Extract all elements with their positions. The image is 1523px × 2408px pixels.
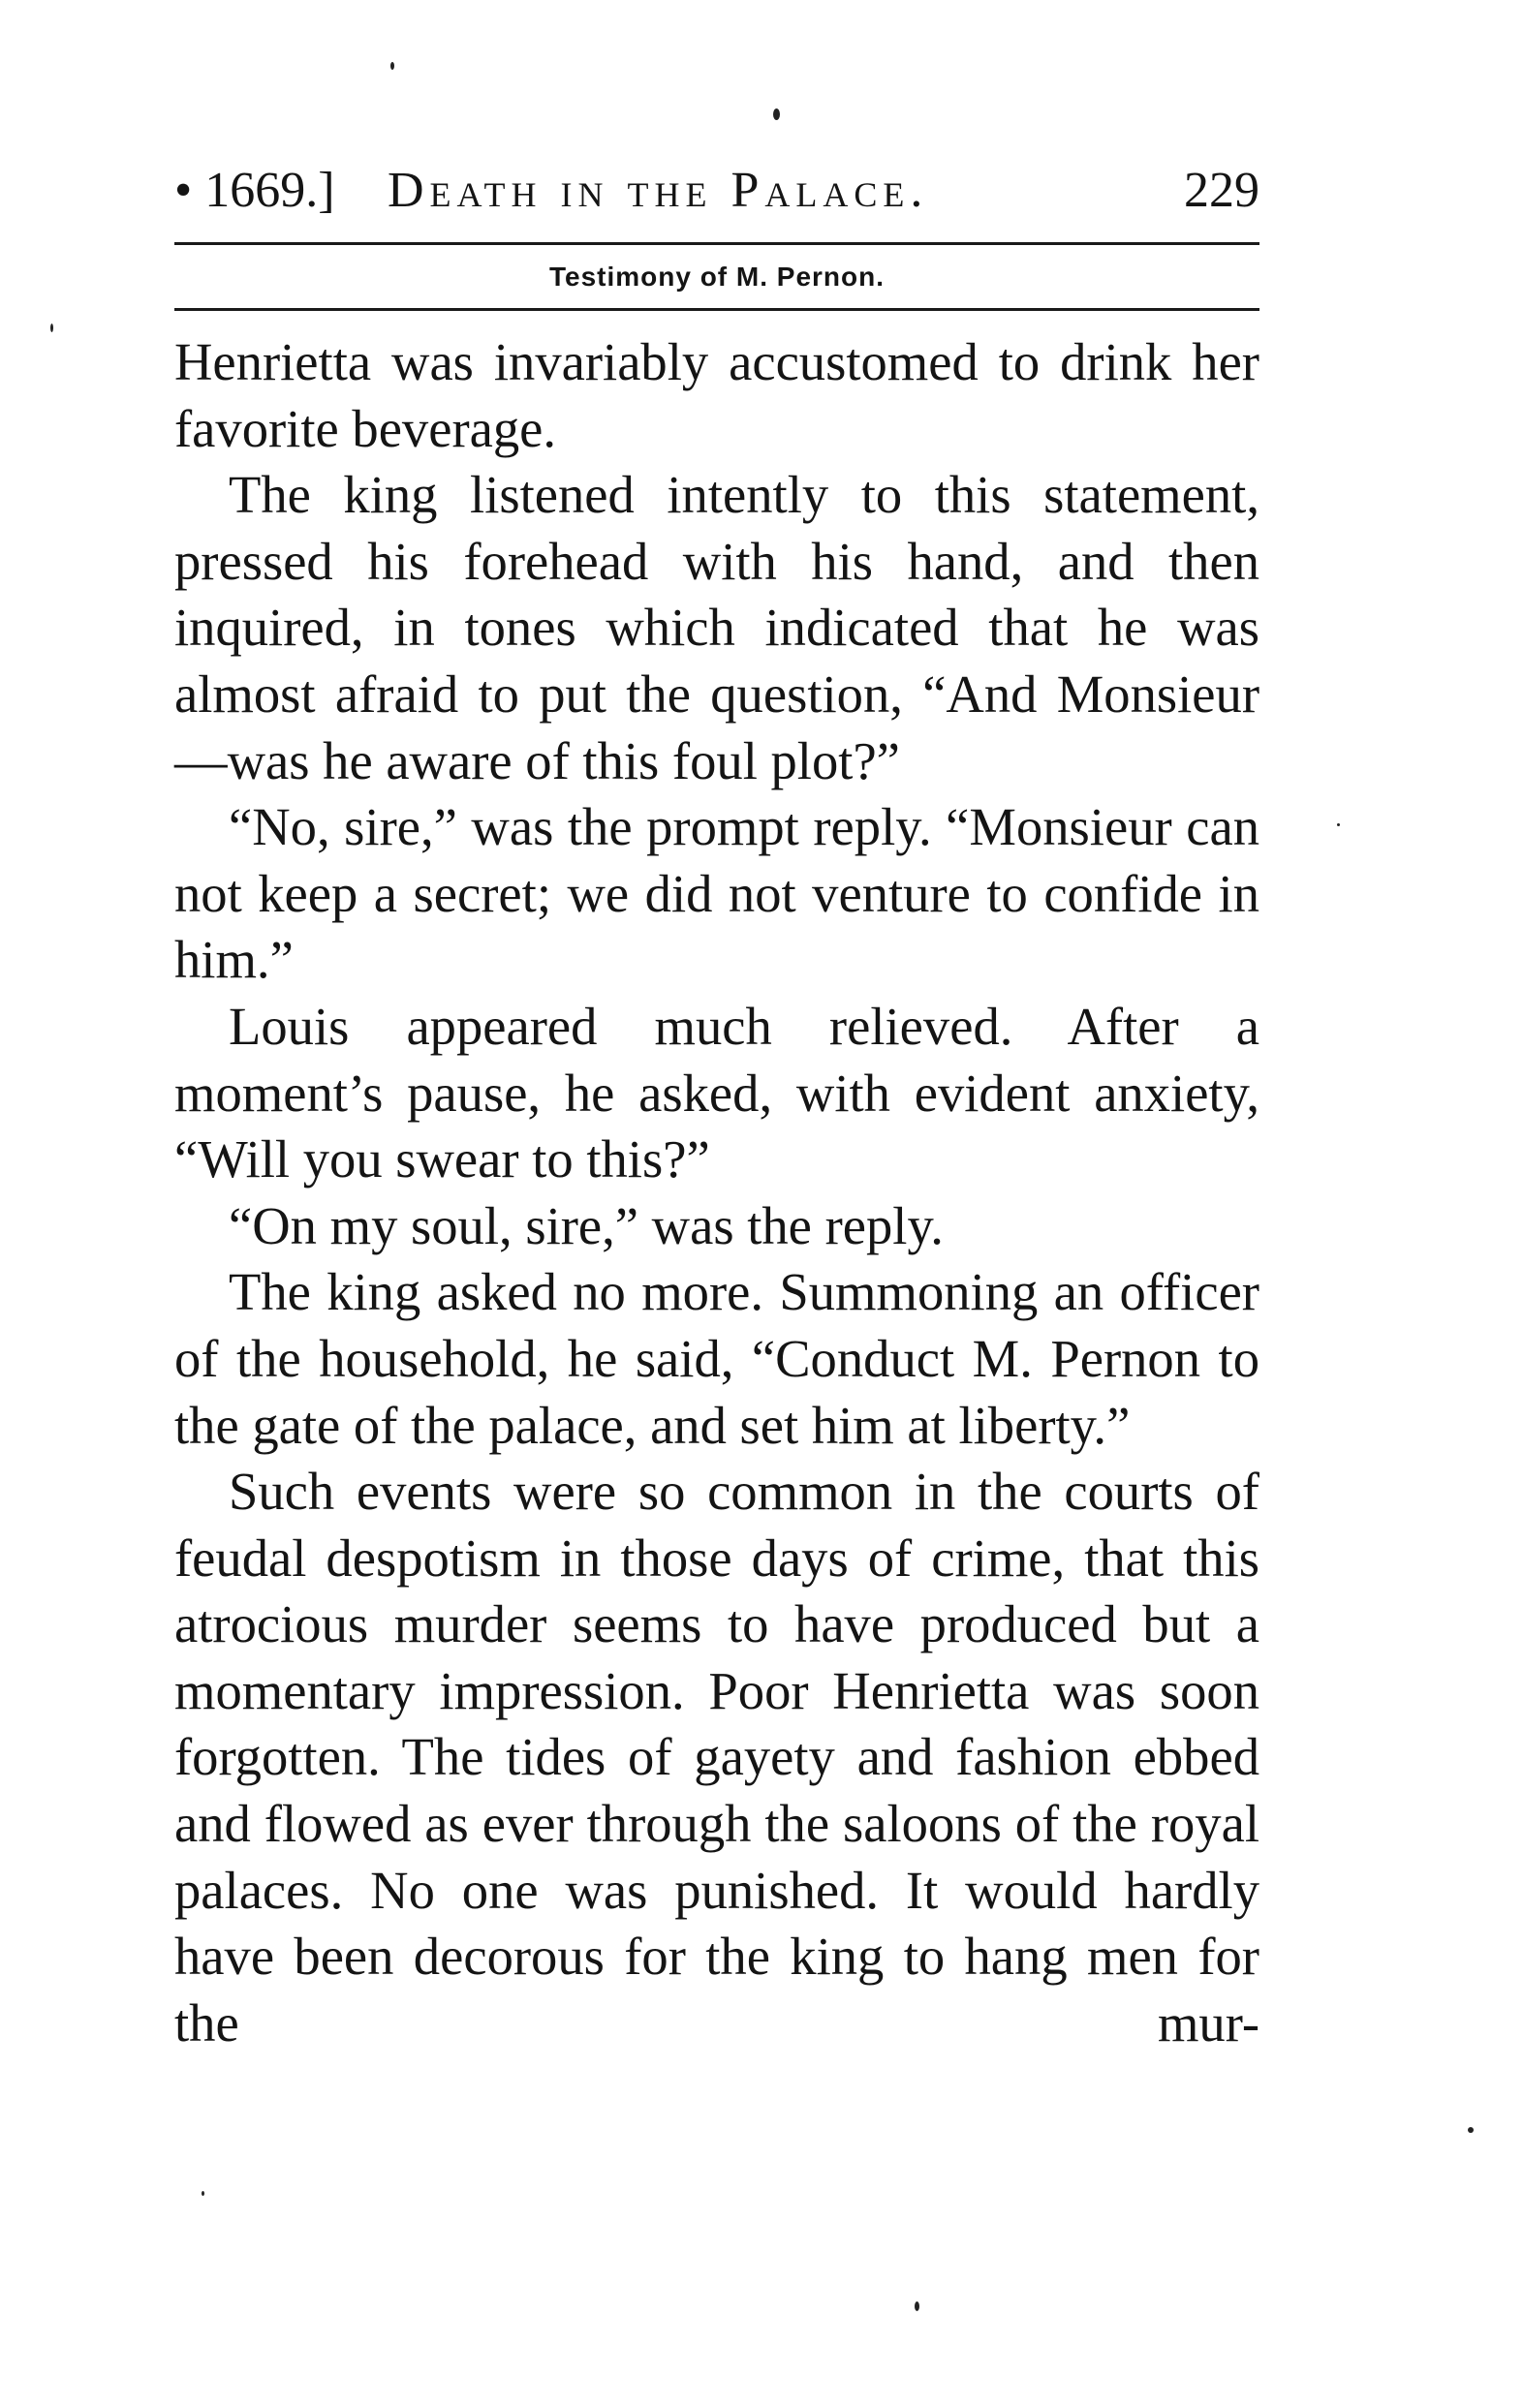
- paragraph: The king asked no more. Summoning an officer of the household, he said, “Conduct M. Pernon to the gate of the palace, and set him at liberty.”: [174, 1262, 1259, 1455]
- page-number: 229: [1184, 163, 1259, 218]
- header-rule-bottom: [174, 308, 1259, 311]
- header-title: Death in the Palace.: [388, 163, 929, 218]
- paragraph: Louis appeared much relieved. After a moment’s pause, he asked, with evident anxiety, “Will you swear to this?”: [174, 996, 1259, 1189]
- header-rule-top: [174, 242, 1259, 245]
- paragraph: Such events were so common in the courts of feudal despotism in those days of crime, that this atrocious murder seems to have produced but a momentary impression. Poor Henrietta was soon forgotten. The tides of gayety and fashion ebbed and flowed as ever through the saloons of the royal palaces. No one was punished. It would hardly have been decorous for the king to hang men for the mur-: [174, 1462, 1259, 2053]
- scan-speck: [773, 108, 780, 120]
- header-date: • 1669.]: [174, 163, 335, 218]
- scan-speck: [202, 2191, 204, 2196]
- paragraph: Henrietta was invariably accustomed to drink her favorite beverage.: [174, 332, 1259, 458]
- running-header: [174, 157, 1259, 225]
- scan-speck: [915, 2301, 919, 2311]
- paragraph: “On my soul, sire,” was the reply.: [229, 1195, 944, 1255]
- paragraph: The king listened intently to this statement, pressed his forehead with his hand, and then inquired, in tones which indicated that he was almost afraid to put the question, “And Monsieur—was he aware of this foul plot?”: [174, 465, 1259, 790]
- scan-speck: [1468, 2127, 1474, 2133]
- scan-speck: [50, 324, 53, 332]
- scan-speck: [390, 62, 394, 70]
- paragraph: “No, sire,” was the prompt reply. “Monsieur can not keep a secret; we did not venture to confide in him.”: [174, 797, 1259, 990]
- body-text: [174, 329, 1259, 2056]
- scan-speck: [1337, 823, 1340, 826]
- section-subhead: Testimony of M. Pernon.: [548, 262, 886, 292]
